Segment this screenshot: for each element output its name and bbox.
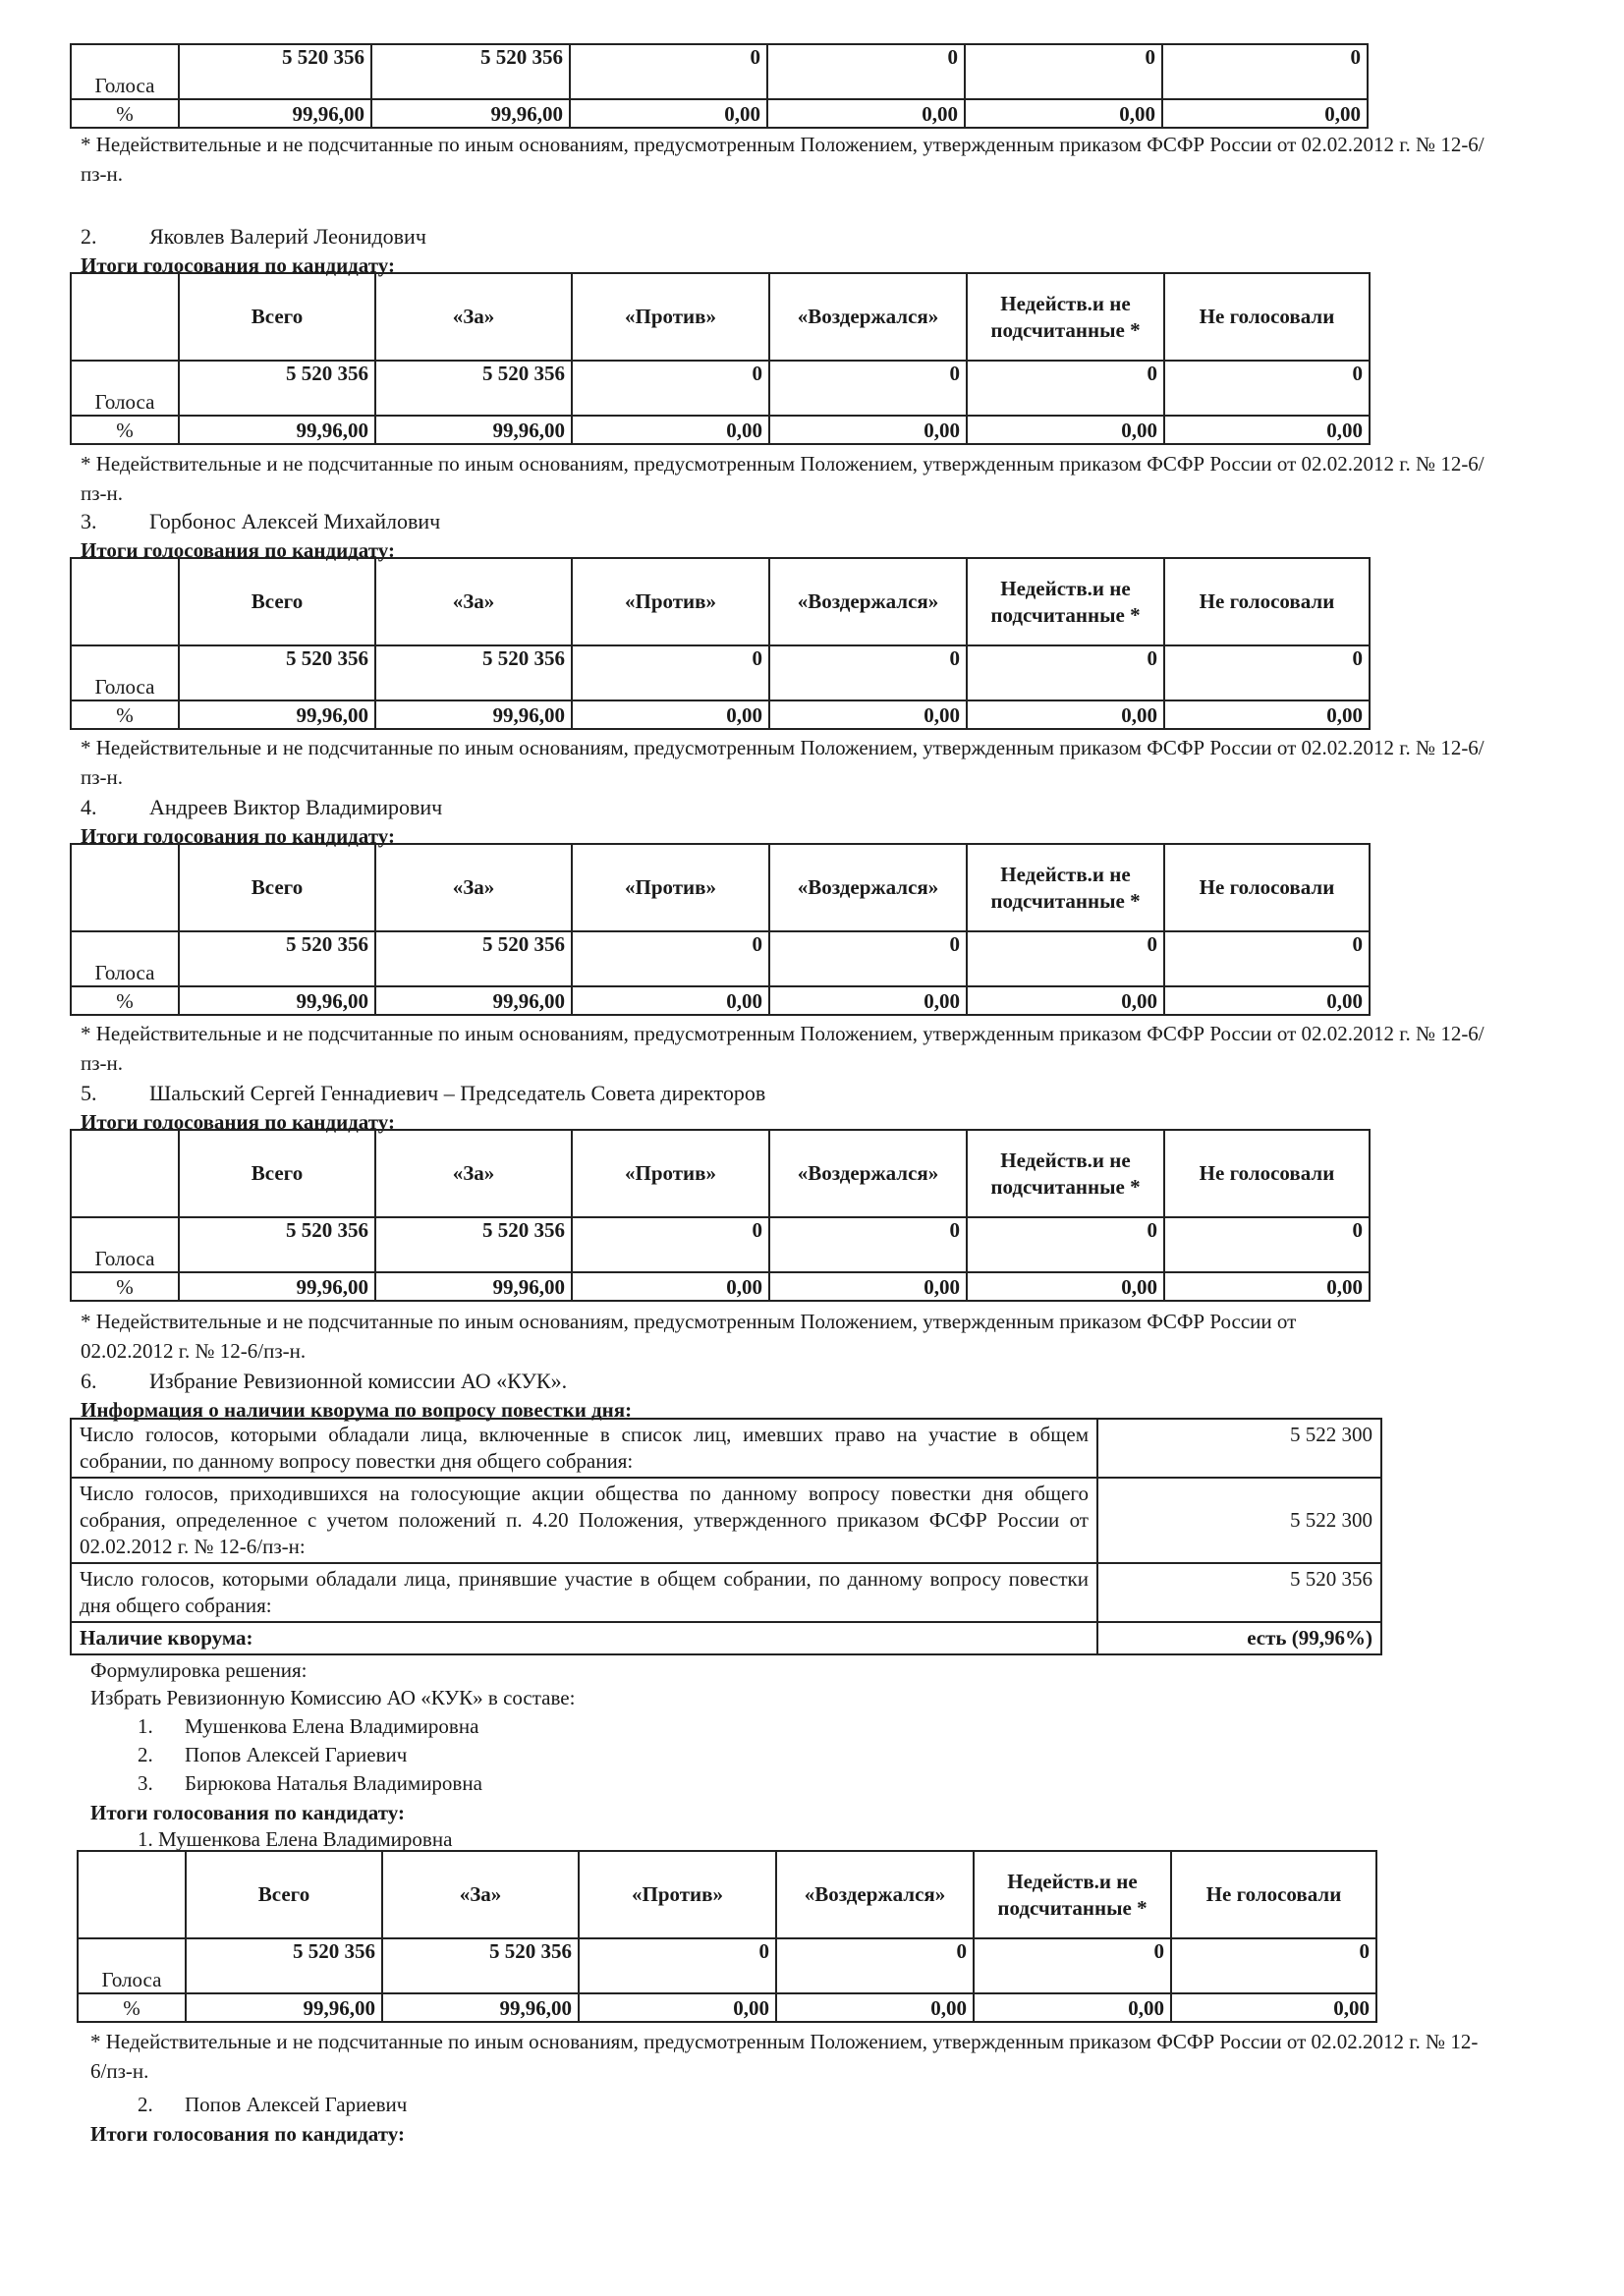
- cell-for: 5 520 356: [375, 931, 572, 986]
- member-name: Бирюкова Наталья Владимировна: [185, 1771, 482, 1795]
- pct-abstain: 0,00: [776, 1993, 974, 2022]
- header-total: Всего: [179, 1130, 375, 1217]
- candidate-name: Андреев Виктор Владимирович: [149, 795, 443, 819]
- pct-invalid: 0,00: [967, 700, 1164, 729]
- vote-table: [70, 272, 1371, 445]
- footnote: * Недействительные и не подсчитанные по иным основаниям, предусмотренным Положением, утвержденным приказом ФСФР России от 02.02.2012 г. № 12-6/пз-н.: [81, 1310, 1297, 1363]
- cell-invalid: 0: [967, 1217, 1164, 1272]
- item-title: Избрание Ревизионной комиссии АО «КУК».: [149, 1369, 568, 1393]
- quorum-row: [71, 1419, 1381, 1478]
- pct-total: 99,96,00: [179, 416, 375, 444]
- header-for: «За»: [382, 1851, 579, 1938]
- pct-label: %: [71, 700, 179, 729]
- header-not-voted: Не голосовали: [1164, 844, 1370, 931]
- pct-abstain: 0,00: [769, 1272, 967, 1301]
- cell-invalid: 0: [974, 1938, 1171, 1993]
- vote-table-candidate-2: [70, 272, 1371, 445]
- header-for: «За»: [375, 1130, 572, 1217]
- results-label: Итоги голосования по кандидату:: [81, 538, 396, 562]
- votes-row: [78, 1938, 1376, 1993]
- header-invalid: Недейств.и не подсчитанные *: [967, 273, 1164, 361]
- pct-row: [71, 1272, 1370, 1301]
- cell-total: 5 520 356: [186, 1938, 382, 1993]
- pct-invalid: 0,00: [967, 986, 1164, 1015]
- candidate-num: 5.: [81, 1081, 97, 1105]
- pct-not-voted: 0,00: [1164, 986, 1370, 1015]
- header-against: «Против»: [572, 1130, 769, 1217]
- results-label: Итоги голосования по кандидату:: [90, 2122, 406, 2146]
- footnote: * Недействительные и не подсчитанные по иным основаниям, предусмотренным Положением, утвержденным приказом ФСФР России от 02.02.2012 г. № 12-6/пз-н.: [81, 452, 1484, 505]
- header-against: «Против»: [572, 844, 769, 931]
- votes-row: [71, 1217, 1370, 1272]
- vote-table-candidate-4: [70, 843, 1371, 1016]
- header-blank: [71, 558, 179, 645]
- votes-label: Голоса: [71, 645, 179, 700]
- cell-not-voted: 0: [1164, 1217, 1370, 1272]
- cell-total: 5 520 356: [179, 361, 375, 416]
- footnote: * Недействительные и не подсчитанные по иным основаниям, предусмотренным Положением, утвержденным приказом ФСФР России от 02.02.2012 г. № 12-6/пз-н.: [81, 133, 1484, 186]
- cell-not-voted: 0: [1164, 361, 1370, 416]
- member-name: Попов Алексей Гариевич: [185, 2093, 408, 2116]
- header-against: «Против»: [572, 273, 769, 361]
- header-invalid: Недейств.и не подсчитанные *: [967, 1130, 1164, 1217]
- pct-against: 0,00: [572, 700, 769, 729]
- vote-table: [77, 1850, 1377, 2023]
- item-num: 6.: [81, 1369, 97, 1393]
- quorum-row: [71, 1478, 1381, 1563]
- pct-against: 0,00: [572, 986, 769, 1015]
- header-not-voted: Не голосовали: [1164, 558, 1370, 645]
- pct-label: %: [71, 99, 179, 128]
- cell-for: 5 520 356: [375, 645, 572, 700]
- cell-abstain: 0: [769, 361, 967, 416]
- member-item: 2. Попов Алексей Гариевич: [138, 1743, 408, 1766]
- candidate-heading: [81, 795, 442, 820]
- pct-total: 99,96,00: [179, 700, 375, 729]
- header-total: Всего: [186, 1851, 382, 1938]
- cell-abstain: 0: [767, 44, 965, 99]
- candidate-heading: [81, 509, 440, 534]
- candidate-num: 2.: [81, 224, 97, 249]
- cell-against: 0: [579, 1938, 776, 1993]
- votes-label: Голоса: [71, 1217, 179, 1272]
- item-heading: [81, 1369, 567, 1394]
- pct-row: [71, 986, 1370, 1015]
- quorum-table: [70, 1418, 1382, 1655]
- header-against: «Против»: [572, 558, 769, 645]
- pct-label: %: [71, 416, 179, 444]
- header-row: [71, 558, 1370, 645]
- header-row: [71, 1130, 1370, 1217]
- pct-label: %: [71, 986, 179, 1015]
- header-not-voted: Не голосовали: [1171, 1851, 1376, 1938]
- header-row: [71, 273, 1370, 361]
- quorum-row-value: 5 522 300: [1097, 1419, 1381, 1478]
- pct-total: 99,96,00: [179, 986, 375, 1015]
- votes-label: Голоса: [71, 931, 179, 986]
- pct-row: [71, 416, 1370, 444]
- cell-not-voted: 0: [1171, 1938, 1376, 1993]
- votes-row: [71, 44, 1368, 99]
- results-label: Итоги голосования по кандидату:: [90, 1801, 406, 1824]
- pct-invalid: 0,00: [974, 1993, 1171, 2022]
- cell-against: 0: [572, 1217, 769, 1272]
- quorum-value: есть (99,96%): [1097, 1622, 1381, 1654]
- header-not-voted: Не голосовали: [1164, 273, 1370, 361]
- cell-total: 5 520 356: [179, 44, 371, 99]
- vote-table-candidate-3: [70, 557, 1371, 730]
- header-invalid: Недейств.и не подсчитанные *: [967, 844, 1164, 931]
- pct-for: 99,96,00: [375, 986, 572, 1015]
- pct-label: %: [71, 1272, 179, 1301]
- subcandidate-heading: 2. Попов Алексей Гариевич: [138, 2093, 408, 2116]
- header-for: «За»: [375, 844, 572, 931]
- header-abstain: «Воздержался»: [769, 1130, 967, 1217]
- member-item: 1. Мушенкова Елена Владимировна: [138, 1714, 479, 1738]
- quorum-row-text: Число голосов, приходившихся на голосующие акции общества по данному вопросу повестки дня общего собрания, определенное с учетом положений п. 4.20 Положения, утвержденного приказом ФСФР России от 02.02.2012 г. № 12-6/пз-н:: [71, 1478, 1097, 1563]
- quorum-heading: Информация о наличии кворума по вопросу повестки дня:: [81, 1398, 633, 1422]
- header-total: Всего: [179, 558, 375, 645]
- header-invalid: Недейств.и не подсчитанные *: [974, 1851, 1171, 1938]
- pct-against: 0,00: [572, 416, 769, 444]
- pct-total: 99,96,00: [179, 1272, 375, 1301]
- pct-row: [71, 99, 1368, 128]
- header-total: Всего: [179, 844, 375, 931]
- quorum-summary-row: [71, 1622, 1381, 1654]
- cell-against: 0: [572, 361, 769, 416]
- header-not-voted: Не голосовали: [1164, 1130, 1370, 1217]
- cell-invalid: 0: [967, 361, 1164, 416]
- pct-total: 99,96,00: [186, 1993, 382, 2022]
- candidate-num: 4.: [81, 795, 97, 819]
- candidate-heading: [81, 224, 426, 250]
- candidate-num: 3.: [81, 509, 97, 533]
- pct-for: 99,96,00: [375, 1272, 572, 1301]
- cell-invalid: 0: [967, 645, 1164, 700]
- pct-against: 0,00: [570, 99, 767, 128]
- header-blank: [71, 273, 179, 361]
- footnote: * Недействительные и не подсчитанные по иным основаниям, предусмотренным Положением, утвержденным приказом ФСФР России от 02.02.2012 г. № 12-6/пз-н.: [90, 2030, 1479, 2083]
- cell-for: 5 520 356: [382, 1938, 579, 1993]
- pct-not-voted: 0,00: [1164, 416, 1370, 444]
- quorum-row-text: Число голосов, которыми обладали лица, включенные в список лиц, имевших право на участие в общем собрании, по данному вопросу повестки дня общего собрания:: [71, 1419, 1097, 1478]
- pct-not-voted: 0,00: [1164, 700, 1370, 729]
- header-blank: [71, 844, 179, 931]
- pct-abstain: 0,00: [769, 416, 967, 444]
- results-label: Итоги голосования по кандидату:: [81, 1110, 396, 1134]
- votes-row: [71, 361, 1370, 416]
- header-blank: [78, 1851, 186, 1938]
- subcandidate-heading: 1. Мушенкова Елена Владимировна: [138, 1827, 453, 1851]
- header-for: «За»: [375, 558, 572, 645]
- quorum-row-value: 5 522 300: [1097, 1478, 1381, 1563]
- quorum-label: Наличие кворума:: [71, 1622, 1097, 1654]
- pct-label: %: [78, 1993, 186, 2022]
- cell-for: 5 520 356: [371, 44, 570, 99]
- pct-against: 0,00: [572, 1272, 769, 1301]
- candidate-name: Шальский Сергей Геннадиевич – Председатель Совета директоров: [149, 1081, 766, 1105]
- cell-for: 5 520 356: [375, 361, 572, 416]
- cell-invalid: 0: [965, 44, 1162, 99]
- pct-for: 99,96,00: [382, 1993, 579, 2022]
- vote-table: [70, 843, 1371, 1016]
- results-label: Итоги голосования по кандидату:: [81, 824, 396, 848]
- cell-abstain: 0: [769, 931, 967, 986]
- footnote: * Недействительные и не подсчитанные по иным основаниям, предусмотренным Положением, утвержденным приказом ФСФР России от 02.02.2012 г. № 12-6/пз-н.: [81, 736, 1484, 789]
- header-abstain: «Воздержался»: [776, 1851, 974, 1938]
- votes-row: [71, 931, 1370, 986]
- vote-table: [70, 1129, 1371, 1302]
- member-item: 3. Бирюкова Наталья Владимировна: [138, 1771, 482, 1795]
- pct-not-voted: 0,00: [1164, 1272, 1370, 1301]
- pct-abstain: 0,00: [769, 986, 967, 1015]
- header-row: [78, 1851, 1376, 1938]
- decision-text: Избрать Ревизионную Комиссию АО «КУК» в составе:: [90, 1686, 576, 1709]
- cell-not-voted: 0: [1164, 931, 1370, 986]
- pct-total: 99,96,00: [179, 99, 371, 128]
- candidate-heading: [81, 1081, 765, 1106]
- header-abstain: «Воздержался»: [769, 844, 967, 931]
- pct-for: 99,96,00: [375, 700, 572, 729]
- cell-not-voted: 0: [1164, 645, 1370, 700]
- vote-table-candidate-5: [70, 1129, 1371, 1302]
- votes-label: Голоса: [71, 44, 179, 99]
- cell-for: 5 520 356: [375, 1217, 572, 1272]
- votes-label: Голоса: [71, 361, 179, 416]
- member-name: Мушенкова Елена Владимировна: [185, 1714, 479, 1738]
- pct-for: 99,96,00: [375, 416, 572, 444]
- votes-row: [71, 645, 1370, 700]
- pct-against: 0,00: [579, 1993, 776, 2022]
- pct-not-voted: 0,00: [1162, 99, 1368, 128]
- cell-not-voted: 0: [1162, 44, 1368, 99]
- cell-against: 0: [570, 44, 767, 99]
- quorum-row-value: 5 520 356: [1097, 1563, 1381, 1622]
- cell-total: 5 520 356: [179, 931, 375, 986]
- header-against: «Против»: [579, 1851, 776, 1938]
- pct-abstain: 0,00: [767, 99, 965, 128]
- candidate-name: Яковлев Валерий Леонидович: [149, 224, 426, 249]
- header-invalid: Недейств.и не подсчитанные *: [967, 558, 1164, 645]
- pct-row: [78, 1993, 1376, 2022]
- cell-against: 0: [572, 645, 769, 700]
- votes-label: Голоса: [78, 1938, 186, 1993]
- header-total: Всего: [179, 273, 375, 361]
- pct-for: 99,96,00: [371, 99, 570, 128]
- header-row: [71, 844, 1370, 931]
- pct-not-voted: 0,00: [1171, 1993, 1376, 2022]
- header-abstain: «Воздержался»: [769, 558, 967, 645]
- pct-invalid: 0,00: [965, 99, 1162, 128]
- member-name: Попов Алексей Гариевич: [185, 1743, 408, 1766]
- candidate-name: Горбонос Алексей Михайлович: [149, 509, 441, 533]
- vote-table: [70, 557, 1371, 730]
- cell-abstain: 0: [769, 1217, 967, 1272]
- header-blank: [71, 1130, 179, 1217]
- header-for: «За»: [375, 273, 572, 361]
- header-abstain: «Воздержался»: [769, 273, 967, 361]
- results-label: Итоги голосования по кандидату:: [81, 253, 396, 277]
- decision-label: Формулировка решения:: [90, 1658, 308, 1682]
- vote-table-member-1: [77, 1850, 1377, 2023]
- quorum-row-text: Число голосов, которыми обладали лица, принявшие участие в общем собрании, по данному вопросу повестки дня общего собрания:: [71, 1563, 1097, 1622]
- cell-abstain: 0: [769, 645, 967, 700]
- pct-invalid: 0,00: [967, 1272, 1164, 1301]
- pct-row: [71, 700, 1370, 729]
- cell-invalid: 0: [967, 931, 1164, 986]
- cell-total: 5 520 356: [179, 645, 375, 700]
- cell-abstain: 0: [776, 1938, 974, 1993]
- quorum-row: [71, 1563, 1381, 1622]
- footnote: * Недействительные и не подсчитанные по иным основаниям, предусмотренным Положением, утвержденным приказом ФСФР России от 02.02.2012 г. № 12-6/пз-н.: [81, 1022, 1484, 1075]
- pct-invalid: 0,00: [967, 416, 1164, 444]
- vote-table-top: [70, 43, 1369, 129]
- cell-against: 0: [572, 931, 769, 986]
- cell-total: 5 520 356: [179, 1217, 375, 1272]
- pct-abstain: 0,00: [769, 700, 967, 729]
